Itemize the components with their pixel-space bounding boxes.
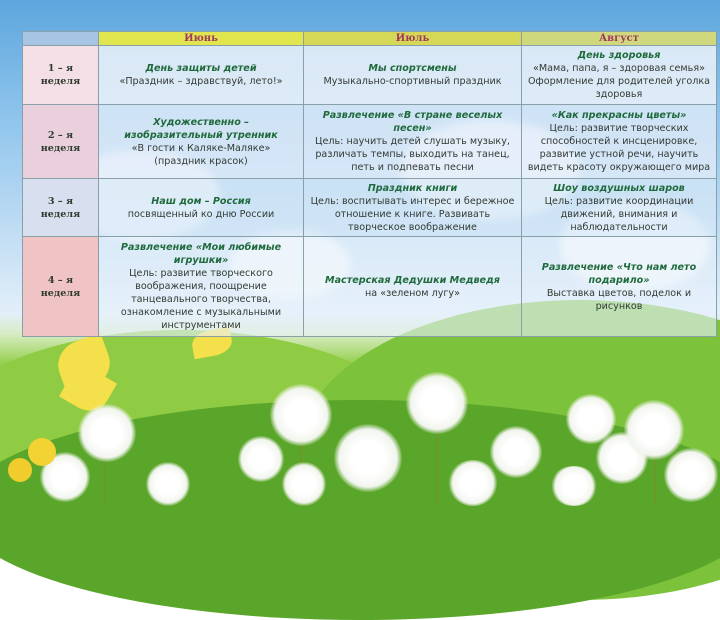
dandelion-flower xyxy=(448,460,498,506)
event-text: на «зеленом лугу» xyxy=(365,287,460,299)
event-text: Цель: развитие творческого воображения, поощрение танцевального творчества, ознакомление с музыкальными инструментами xyxy=(120,268,282,331)
event-text: Музыкально-спортивный праздник xyxy=(323,76,502,87)
header-blank xyxy=(23,32,99,46)
plan-cell xyxy=(522,105,717,179)
event-title: Художественно – изобразительный утренник xyxy=(124,116,278,141)
event-title: Праздник книги xyxy=(367,182,458,194)
event-text: Цель: развитие координации движений, внимания и наблюдательности xyxy=(544,195,694,233)
summer-plan-table xyxy=(22,31,717,337)
dandelion-flower xyxy=(406,372,468,434)
event-title: Наш дом – Россия xyxy=(151,195,251,207)
dandelion-flower xyxy=(146,462,190,506)
dandelion-flower xyxy=(238,436,284,482)
week-row xyxy=(23,179,717,237)
event-title: Мастерская Дедушки Медведя xyxy=(325,274,500,286)
week-label xyxy=(23,179,99,237)
event-title: День здоровья xyxy=(577,50,661,61)
plan-cell xyxy=(304,179,522,237)
plan-cell xyxy=(99,46,304,105)
event-text: «В гости к Каляке-Маляке» xyxy=(131,142,271,154)
week-label-number: 1 – я xyxy=(47,63,74,74)
plan-cell xyxy=(99,179,304,237)
event-text: Выставка цветов, поделок и рисунков xyxy=(546,287,692,312)
yellow-flower xyxy=(8,458,32,482)
dandelion-flower xyxy=(334,424,402,492)
plan-cell xyxy=(304,237,522,337)
plan-cell xyxy=(304,105,522,179)
dandelion-flower xyxy=(78,404,136,462)
header-row xyxy=(23,32,717,46)
event-title: Развлечение «Мои любимые игрушки» xyxy=(120,242,282,266)
event-text: посвященный ко дню России xyxy=(127,208,275,220)
plan-cell xyxy=(522,237,717,337)
event-title: Развлечение «В стране веселых песен» xyxy=(322,110,503,134)
plan-cell xyxy=(522,179,717,237)
week-label-word: неделя xyxy=(40,142,81,154)
event-text: Оформление для родителей уголка здоровья xyxy=(527,76,711,100)
week-row xyxy=(23,46,717,105)
event-title: День защиты детей xyxy=(145,63,257,74)
week-label-word: неделя xyxy=(40,287,81,299)
week-label xyxy=(23,105,99,179)
week-row xyxy=(23,237,717,337)
plan-cell xyxy=(99,237,304,337)
event-text: Цель: развитие творческих способностей к инсценировке, развитие устной речи, научить видеть красоту окружающего мира xyxy=(527,123,711,173)
event-text: «Мама, папа, я – здоровая семья» xyxy=(533,63,705,74)
plan-cell xyxy=(522,46,717,105)
plan-cell xyxy=(99,105,304,179)
plan-cell xyxy=(304,46,522,105)
week-row xyxy=(23,105,717,179)
month-header-june: Июнь xyxy=(99,32,304,46)
event-text: «Праздник – здравствуй, лето!» xyxy=(119,76,283,87)
event-title: Развлечение «Что нам лето подарило» xyxy=(541,261,697,286)
dandelion-flower xyxy=(624,400,684,460)
event-title: «Как прекрасны цветы» xyxy=(551,110,687,121)
month-header-august: Август xyxy=(522,32,717,46)
month-header-july: Июль xyxy=(304,32,522,46)
dandelion-flower xyxy=(490,426,542,478)
event-text: (праздник красок) xyxy=(154,155,248,167)
event-text: Цель: научить детей слушать музыку, различать темпы, выходить на танец, петь и подпевать песни xyxy=(315,136,510,173)
week-label-word: неделя xyxy=(40,76,81,87)
event-text: Цель: воспитывать интерес и бережное отношение к книге. Развивать творческое воображение xyxy=(310,195,515,233)
week-label-number: 2 – я xyxy=(47,129,74,141)
yellow-flower xyxy=(28,438,56,466)
week-label-number: 4 – я xyxy=(47,274,74,286)
dandelion-flower xyxy=(550,466,598,506)
week-label xyxy=(23,46,99,105)
dandelion-flower xyxy=(270,384,332,446)
event-title: Мы спортсмены xyxy=(368,63,457,74)
dandelion-flower xyxy=(664,448,718,502)
week-label xyxy=(23,237,99,337)
event-title: Шоу воздушных шаров xyxy=(553,182,685,194)
week-label-word: неделя xyxy=(40,208,81,220)
dandelion-flower xyxy=(282,462,326,506)
week-label-number: 3 – я xyxy=(47,195,74,207)
